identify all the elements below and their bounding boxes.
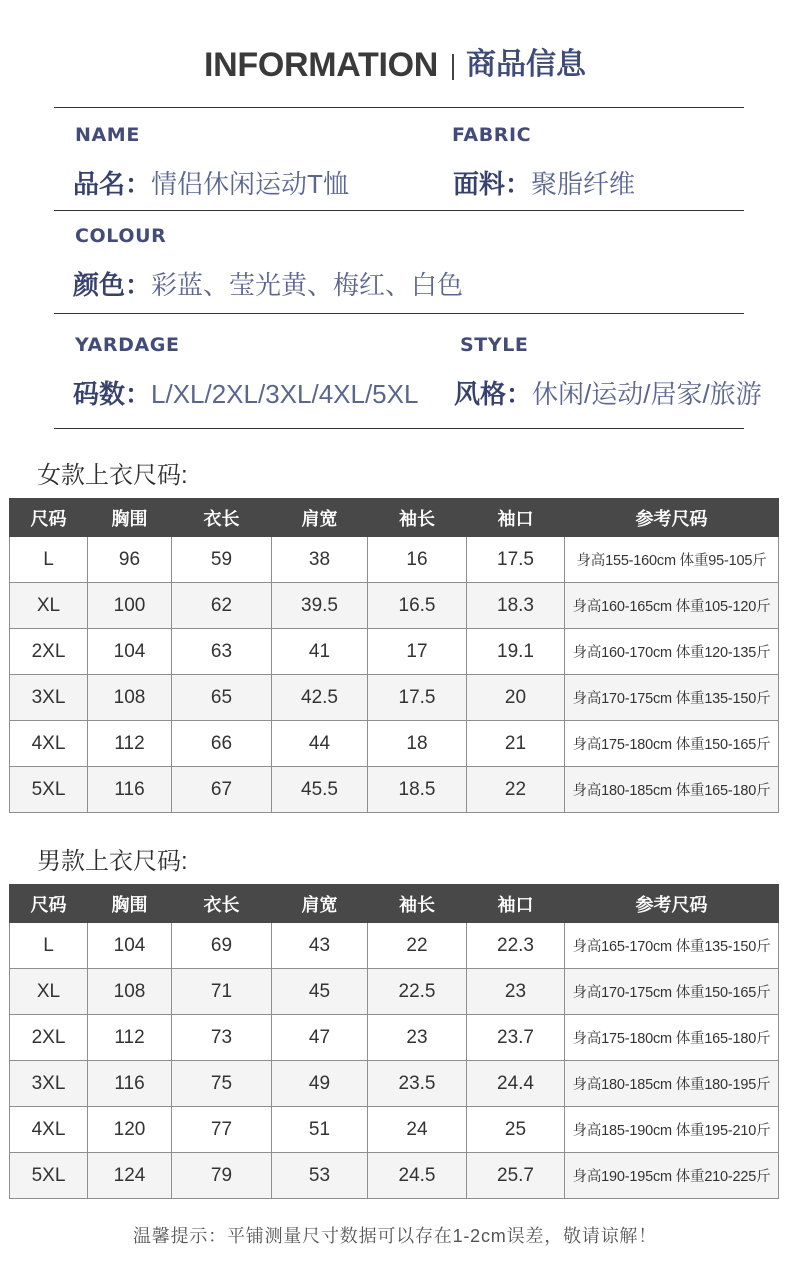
cell-sleeve-length: 16.5 bbox=[368, 583, 467, 629]
cell-sleeve-length: 16 bbox=[368, 537, 467, 583]
cell-shoulder: 39.5 bbox=[272, 583, 368, 629]
table-header-row bbox=[10, 885, 779, 923]
cell-size: XL bbox=[10, 583, 88, 629]
name-value: 情侣休闲运动T恤 bbox=[151, 169, 349, 199]
table-row bbox=[10, 1107, 779, 1153]
divider-line bbox=[54, 107, 744, 108]
cell-length: 66 bbox=[172, 721, 272, 767]
table-row bbox=[10, 721, 779, 767]
yardage-heading: YARDAGE bbox=[75, 334, 180, 356]
fabric-heading: FABRIC bbox=[452, 124, 532, 146]
cell-chest: 116 bbox=[88, 767, 172, 813]
cell-size: 5XL bbox=[10, 1153, 88, 1199]
cell-length: 73 bbox=[172, 1015, 272, 1061]
cell-reference-size: 身高180-185cm 体重165-180斤 bbox=[565, 767, 779, 813]
table-row bbox=[10, 1153, 779, 1199]
cell-reference-size: 身高160-165cm 体重105-120斤 bbox=[565, 583, 779, 629]
cell-size: L bbox=[10, 537, 88, 583]
fabric-label: 面料： bbox=[453, 169, 532, 199]
style-label: 风格： bbox=[454, 379, 533, 409]
table-row bbox=[10, 583, 779, 629]
men-size-table-title: 男款上衣尺码: bbox=[37, 848, 188, 875]
cell-shoulder: 38 bbox=[272, 537, 368, 583]
cell-length: 63 bbox=[172, 629, 272, 675]
cell-length: 67 bbox=[172, 767, 272, 813]
style-value: 休闲/运动/居家/旅游 bbox=[532, 379, 762, 409]
divider-line bbox=[54, 210, 744, 211]
column-header-reference-size: 参考尺码 bbox=[565, 885, 779, 923]
cell-shoulder: 53 bbox=[272, 1153, 368, 1199]
column-header-size: 尺码 bbox=[10, 885, 88, 923]
cell-shoulder: 51 bbox=[272, 1107, 368, 1153]
name-heading: NAME bbox=[75, 124, 140, 146]
men-size-table bbox=[9, 884, 779, 1199]
name-field bbox=[73, 168, 349, 200]
cell-length: 65 bbox=[172, 675, 272, 721]
yardage-value: L/XL/2XL/3XL/4XL/5XL bbox=[151, 379, 419, 409]
cell-sleeve-length: 17.5 bbox=[368, 675, 467, 721]
column-header-shoulder: 肩宽 bbox=[272, 885, 368, 923]
cell-size: 5XL bbox=[10, 767, 88, 813]
cell-chest: 108 bbox=[88, 969, 172, 1015]
cell-shoulder: 43 bbox=[272, 923, 368, 969]
style-field bbox=[454, 378, 762, 410]
cell-size: 2XL bbox=[10, 1015, 88, 1061]
cell-shoulder: 45.5 bbox=[272, 767, 368, 813]
cell-sleeve-length: 23 bbox=[368, 1015, 467, 1061]
column-header-shoulder: 肩宽 bbox=[272, 499, 368, 537]
cell-reference-size: 身高185-190cm 体重195-210斤 bbox=[565, 1107, 779, 1153]
column-header-chest: 胸围 bbox=[88, 499, 172, 537]
column-header-size: 尺码 bbox=[10, 499, 88, 537]
page-title bbox=[0, 40, 790, 90]
cell-cuff: 18.3 bbox=[467, 583, 565, 629]
cell-cuff: 24.4 bbox=[467, 1061, 565, 1107]
cell-shoulder: 42.5 bbox=[272, 675, 368, 721]
yardage-field bbox=[73, 378, 418, 410]
cell-chest: 104 bbox=[88, 923, 172, 969]
cell-cuff: 20 bbox=[467, 675, 565, 721]
cell-cuff: 25.7 bbox=[467, 1153, 565, 1199]
cell-shoulder: 45 bbox=[272, 969, 368, 1015]
page-title-chinese: 商品信息 bbox=[466, 48, 587, 81]
cell-cuff: 23 bbox=[467, 969, 565, 1015]
cell-shoulder: 49 bbox=[272, 1061, 368, 1107]
cell-sleeve-length: 17 bbox=[368, 629, 467, 675]
cell-size: XL bbox=[10, 969, 88, 1015]
cell-sleeve-length: 22.5 bbox=[368, 969, 467, 1015]
cell-size: 4XL bbox=[10, 721, 88, 767]
divider-line bbox=[54, 428, 744, 429]
table-row bbox=[10, 675, 779, 721]
cell-size: 3XL bbox=[10, 1061, 88, 1107]
cell-cuff: 21 bbox=[467, 721, 565, 767]
cell-sleeve-length: 24 bbox=[368, 1107, 467, 1153]
title-separator bbox=[452, 54, 454, 80]
cell-length: 75 bbox=[172, 1061, 272, 1107]
cell-chest: 116 bbox=[88, 1061, 172, 1107]
colour-value: 彩蓝、莹光黄、梅红、白色 bbox=[151, 270, 464, 300]
cell-length: 79 bbox=[172, 1153, 272, 1199]
cell-shoulder: 41 bbox=[272, 629, 368, 675]
footer-note: 温馨提示：平铺测量尺寸数据可以存在1-2cm误差，敬请谅解！ bbox=[132, 1226, 657, 1246]
divider-line bbox=[54, 313, 744, 314]
colour-heading: COLOUR bbox=[75, 225, 167, 247]
table-row bbox=[10, 1061, 779, 1107]
cell-length: 59 bbox=[172, 537, 272, 583]
cell-reference-size: 身高155-160cm 体重95-105斤 bbox=[565, 537, 779, 583]
cell-reference-size: 身高175-180cm 体重165-180斤 bbox=[565, 1015, 779, 1061]
table-row bbox=[10, 1015, 779, 1061]
cell-chest: 112 bbox=[88, 721, 172, 767]
cell-reference-size: 身高175-180cm 体重150-165斤 bbox=[565, 721, 779, 767]
cell-length: 69 bbox=[172, 923, 272, 969]
cell-reference-size: 身高190-195cm 体重210-225斤 bbox=[565, 1153, 779, 1199]
cell-cuff: 19.1 bbox=[467, 629, 565, 675]
cell-length: 62 bbox=[172, 583, 272, 629]
cell-shoulder: 44 bbox=[272, 721, 368, 767]
women-size-table bbox=[9, 498, 779, 813]
name-label: 品名： bbox=[73, 169, 152, 199]
cell-chest: 124 bbox=[88, 1153, 172, 1199]
cell-size: 2XL bbox=[10, 629, 88, 675]
column-header-cuff: 袖口 bbox=[467, 499, 565, 537]
cell-sleeve-length: 18.5 bbox=[368, 767, 467, 813]
column-header-reference-size: 参考尺码 bbox=[565, 499, 779, 537]
cell-chest: 104 bbox=[88, 629, 172, 675]
fabric-value: 聚脂纤维 bbox=[531, 169, 636, 199]
page-title-english: INFORMATION bbox=[203, 46, 439, 84]
cell-chest: 108 bbox=[88, 675, 172, 721]
cell-size: 3XL bbox=[10, 675, 88, 721]
cell-chest: 100 bbox=[88, 583, 172, 629]
style-heading: STYLE bbox=[460, 334, 529, 356]
cell-size: L bbox=[10, 923, 88, 969]
cell-chest: 120 bbox=[88, 1107, 172, 1153]
fabric-field bbox=[453, 168, 635, 200]
colour-field bbox=[73, 269, 463, 301]
cell-shoulder: 47 bbox=[272, 1015, 368, 1061]
cell-cuff: 25 bbox=[467, 1107, 565, 1153]
cell-reference-size: 身高165-170cm 体重135-150斤 bbox=[565, 923, 779, 969]
cell-chest: 112 bbox=[88, 1015, 172, 1061]
column-header-sleeve-length: 袖长 bbox=[368, 499, 467, 537]
table-row bbox=[10, 537, 779, 583]
yardage-label: 码数： bbox=[73, 379, 152, 409]
women-size-table-title: 女款上衣尺码: bbox=[37, 462, 188, 489]
table-row bbox=[10, 767, 779, 813]
column-header-length: 衣长 bbox=[172, 885, 272, 923]
table-row bbox=[10, 629, 779, 675]
table-row bbox=[10, 969, 779, 1015]
cell-cuff: 17.5 bbox=[467, 537, 565, 583]
table-row bbox=[10, 923, 779, 969]
cell-reference-size: 身高170-175cm 体重150-165斤 bbox=[565, 969, 779, 1015]
column-header-cuff: 袖口 bbox=[467, 885, 565, 923]
cell-reference-size: 身高170-175cm 体重135-150斤 bbox=[565, 675, 779, 721]
cell-reference-size: 身高160-170cm 体重120-135斤 bbox=[565, 629, 779, 675]
cell-length: 77 bbox=[172, 1107, 272, 1153]
cell-sleeve-length: 23.5 bbox=[368, 1061, 467, 1107]
cell-size: 4XL bbox=[10, 1107, 88, 1153]
cell-chest: 96 bbox=[88, 537, 172, 583]
column-header-chest: 胸围 bbox=[88, 885, 172, 923]
colour-label: 颜色： bbox=[73, 270, 152, 300]
cell-cuff: 22 bbox=[467, 767, 565, 813]
cell-length: 71 bbox=[172, 969, 272, 1015]
cell-sleeve-length: 24.5 bbox=[368, 1153, 467, 1199]
cell-cuff: 23.7 bbox=[467, 1015, 565, 1061]
column-header-sleeve-length: 袖长 bbox=[368, 885, 467, 923]
cell-reference-size: 身高180-185cm 体重180-195斤 bbox=[565, 1061, 779, 1107]
cell-cuff: 22.3 bbox=[467, 923, 565, 969]
table-header-row bbox=[10, 499, 779, 537]
column-header-length: 衣长 bbox=[172, 499, 272, 537]
cell-sleeve-length: 18 bbox=[368, 721, 467, 767]
cell-sleeve-length: 22 bbox=[368, 923, 467, 969]
